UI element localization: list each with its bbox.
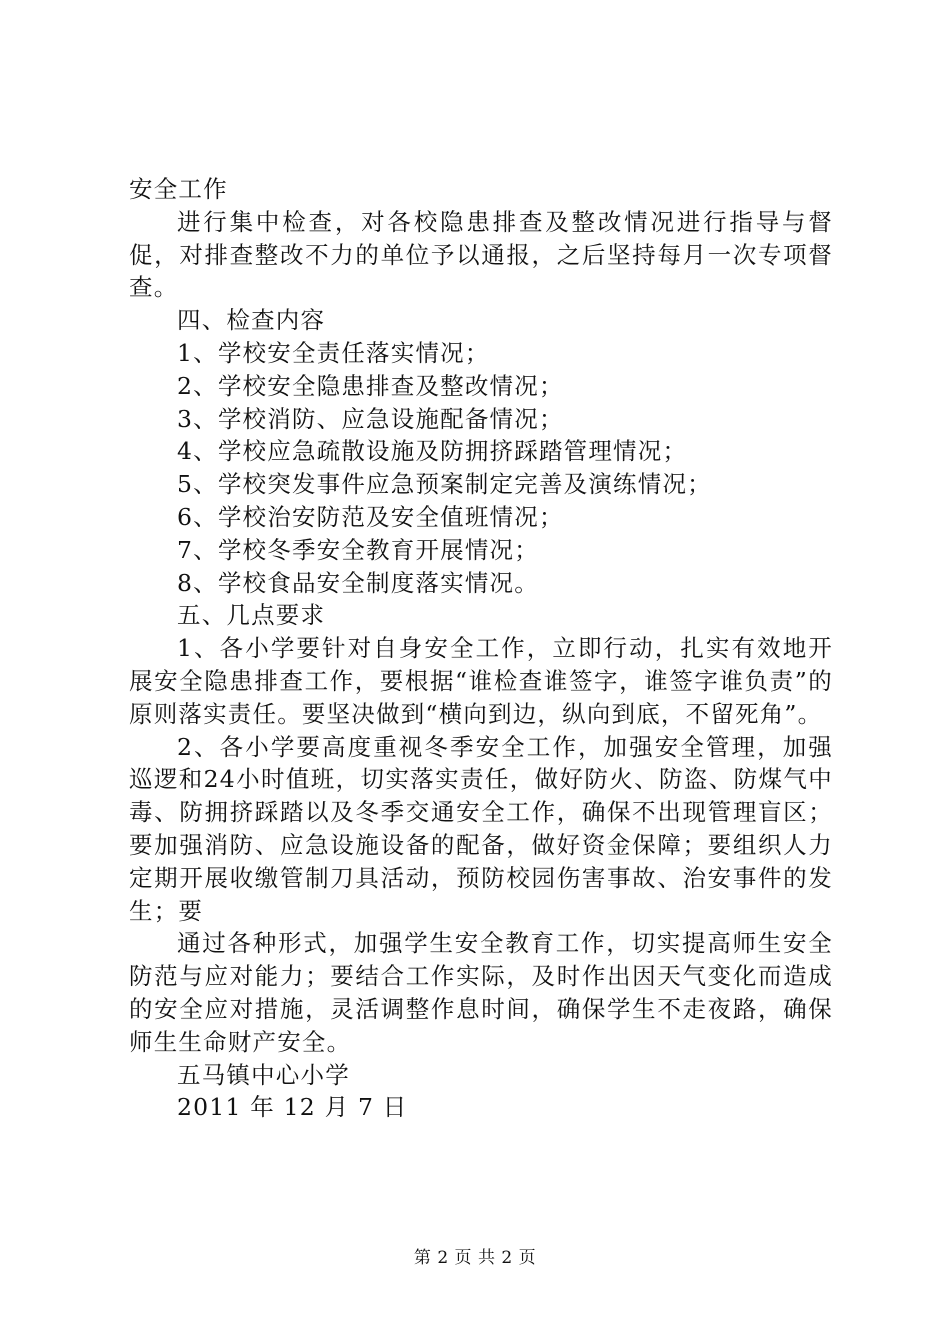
paragraph: 进行集中检查，对各校隐患排查及整改情况进行指导与督促，对排查整改不力的单位予以通报，之后坚持每月一次专项督查。 (129, 207, 833, 302)
paragraph: 2、各小学要高度重视冬季安全工作，加强安全管理，加强巡逻和24小时值班，切实落实责任，做好防火、防盗、防煤气中毒、防拥挤踩踏以及冬季交通安全工作，确保不出现管理盲区；要加强消防、应急设施设备的配备，做好资金保障；要组织人力定期开展收缴管制刀具活动，预防校园伤害事故、治安事件的发生；要 (129, 732, 833, 925)
paragraph: 1、各小学要针对自身安全工作，立即行动，扎实有效地开展安全隐患排查工作，要根据“谁检查谁签字，谁签字谁负责”的原则落实责任。要坚决做到“横向到边，纵向到底，不留死角”。 (129, 634, 833, 728)
paragraph: 3、学校消防、应急设施配备情况； (177, 404, 564, 433)
paragraph: 5、学校突发事件应急预案制定完善及演练情况； (177, 470, 712, 499)
paragraph: 通过各种形式，加强学生安全教育工作，切实提高师生安全防范与应对能力；要结合工作实际，及时作出因天气变化而造成的安全应对措施，灵活调整作息时间，确保学生不走夜路，确保师生生命财产安全。 (129, 929, 833, 1056)
paragraph: 2、学校安全隐患排查及整改情况； (177, 371, 564, 400)
paragraph: 安全工作 (129, 175, 228, 203)
paragraph: 2011 年 12 月 7 日 (177, 1093, 408, 1122)
paragraph: 1、学校安全责任落实情况； (177, 338, 490, 367)
page-footer: 第 2 页 共 2 页 (413, 1248, 537, 1268)
paragraph: 五、几点要求 (177, 601, 326, 630)
paragraph: 五马镇中心小学 (177, 1060, 350, 1089)
paragraph: 四、检查内容 (177, 306, 326, 335)
paragraph: 6、学校治安防范及安全值班情况； (177, 502, 564, 531)
paragraph: 8、学校食品安全制度落实情况。 (177, 568, 539, 597)
paragraph: 4、学校应急疏散设施及防拥挤踩踏管理情况； (177, 437, 688, 466)
document-body (129, 173, 833, 1124)
paragraph: 7、学校冬季安全教育开展情况； (177, 535, 539, 564)
